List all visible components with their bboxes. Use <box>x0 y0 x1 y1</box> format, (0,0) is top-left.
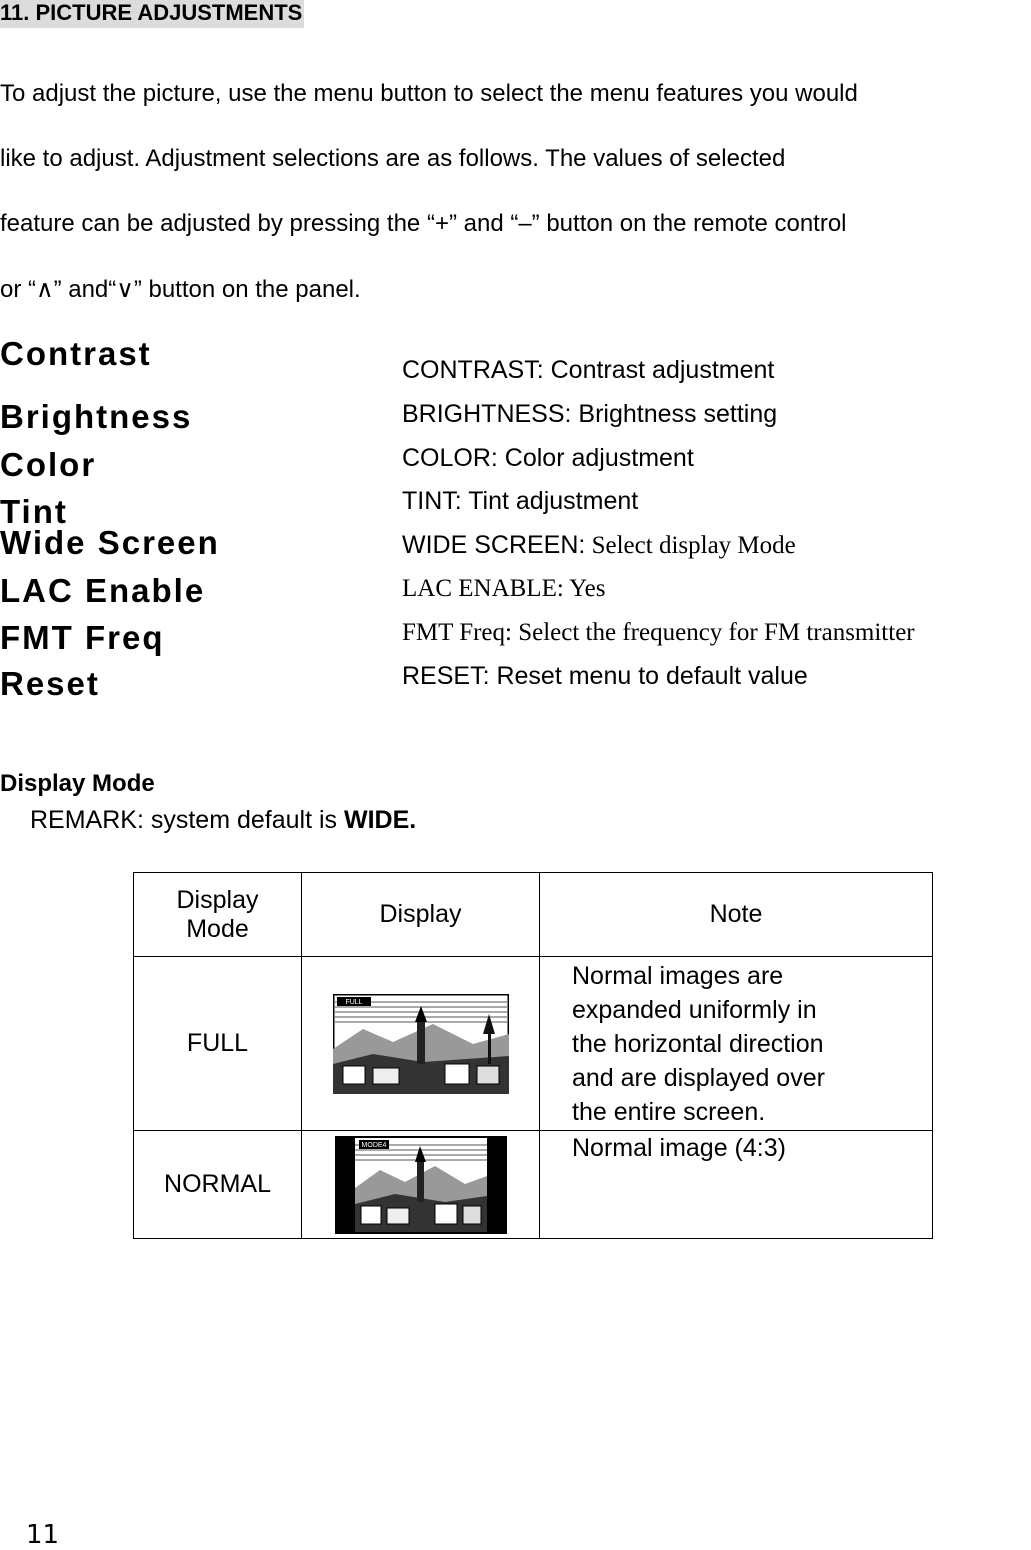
menu-desc-wide-screen-rest: Select display Mode <box>585 532 796 559</box>
menu-desc-contrast: CONTRAST: Contrast adjustment <box>402 356 775 384</box>
normal-mode-thumbnail <box>335 1136 507 1234</box>
menu-desc-color: COLOR: Color adjustment <box>402 444 694 472</box>
full-mode-thumbnail <box>333 994 509 1094</box>
header-display: Display <box>302 873 540 957</box>
table-row <box>134 957 933 1131</box>
intro-line-3: feature can be adjusted by pressing the “+” and “–” button on the remote control <box>0 210 847 237</box>
note-full-line5: the entire screen. <box>572 1098 766 1126</box>
menu-name-tint: Tint <box>0 493 68 530</box>
intro-line-4: or “∧” and“∨” button on the panel. <box>0 276 361 303</box>
menu-desc-reset: RESET: Reset menu to default value <box>402 662 808 690</box>
menu-desc-lac-enable: LAC ENABLE: Yes <box>402 575 606 602</box>
menu-name-reset: Reset <box>0 665 100 702</box>
intro-line-1: To adjust the picture, use the menu button to select the menu features you would <box>0 80 858 107</box>
note-normal-line1: Normal image (4:3) <box>572 1134 786 1162</box>
menu-desc-wide-screen-prefix: WIDE SCREEN: <box>402 531 586 559</box>
display-mode-table <box>133 872 933 1239</box>
menu-name-wide-screen: Wide Screen <box>0 524 220 561</box>
note-full-line3: the horizontal direction <box>572 1030 824 1058</box>
display-thumb-cell-full <box>302 957 540 1131</box>
menu-name-color: Color <box>0 446 97 483</box>
note-full-line1: Normal images are <box>572 962 784 990</box>
header-display-mode-line1: Display <box>176 885 259 914</box>
menu-desc-brightness: BRIGHTNESS: Brightness setting <box>402 400 778 428</box>
table-header-row <box>134 873 933 957</box>
menu-name-fmt-freq: FMT Freq <box>0 619 165 656</box>
header-note: Note <box>540 873 933 957</box>
menu-desc-fmt-freq: FMT Freq: Select the frequency for FM transmitter <box>402 619 915 646</box>
page-number: 11 <box>26 1520 60 1550</box>
menu-name-contrast: Contrast <box>0 335 152 372</box>
section-heading: 11. PICTURE ADJUSTMENTS <box>0 0 304 28</box>
note-cell-normal <box>540 1131 933 1239</box>
normal-thumb-label: MODE4 <box>361 1141 386 1149</box>
header-display-mode <box>134 873 302 957</box>
remark-prefix: REMARK: system default is <box>30 806 344 834</box>
note-full-line2: expanded uniformly in <box>572 996 817 1024</box>
remark <box>30 806 416 835</box>
header-display-mode-line2: Mode <box>186 914 249 943</box>
display-thumb-cell-normal <box>302 1131 540 1239</box>
mode-cell-full: FULL <box>134 957 302 1131</box>
mode-cell-normal: NORMAL <box>134 1131 302 1239</box>
menu-name-lac-enable: LAC Enable <box>0 572 206 609</box>
note-cell-full <box>540 957 933 1131</box>
intro-line-2: like to adjust. Adjustment selections are as follows. The values of selected <box>0 145 786 172</box>
table-row <box>134 1131 933 1239</box>
menu-desc-wide-screen <box>402 531 796 560</box>
display-mode-title: Display Mode <box>0 770 155 797</box>
remark-default-value: WIDE. <box>343 806 417 834</box>
full-thumb-label: FULL <box>344 998 363 1006</box>
note-full-line4: and are displayed over <box>572 1064 825 1092</box>
menu-name-brightness: Brightness <box>0 398 193 435</box>
menu-desc-tint: TINT: Tint adjustment <box>402 487 639 515</box>
